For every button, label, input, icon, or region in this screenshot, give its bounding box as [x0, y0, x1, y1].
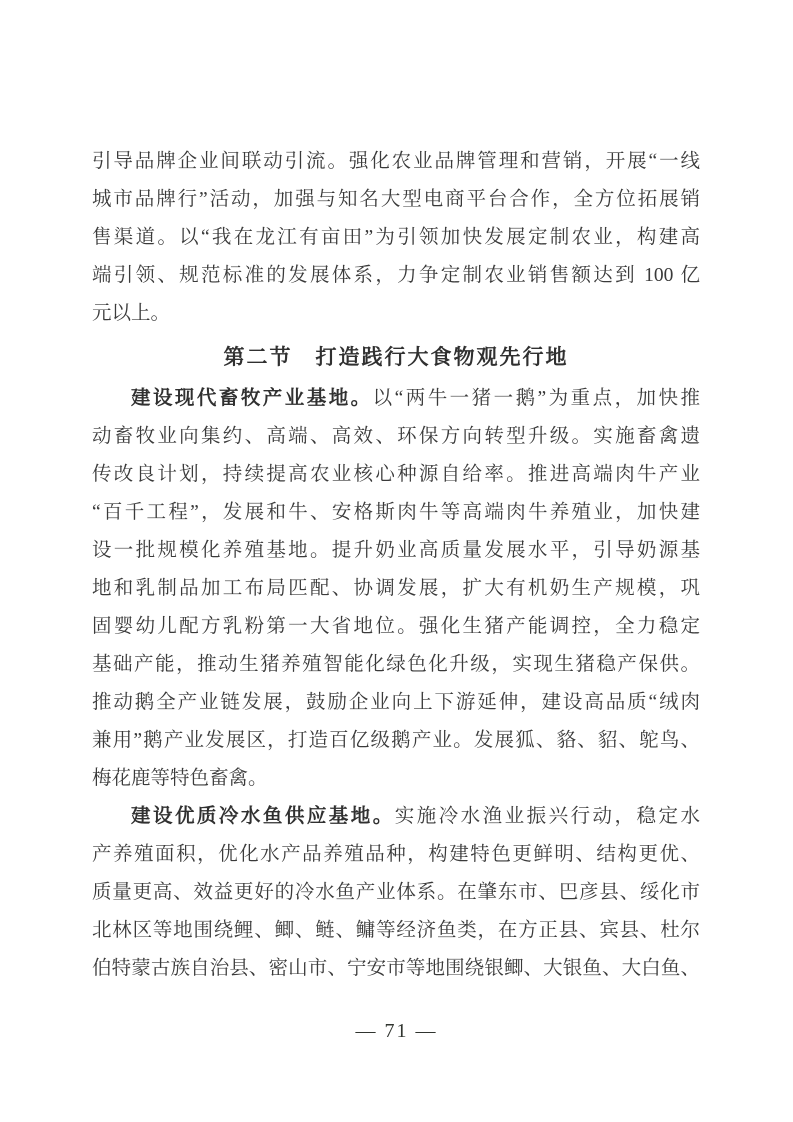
text-line: 设一批规模化养殖基地。提升奶业高质量发展水平，引导奶源基: [92, 540, 700, 561]
text-line: 兼用”鹅产业发展区，打造百亿级鹅产业。发展狐、貉、貂、鸵鸟、: [92, 730, 700, 751]
text-line: 地和乳制品加工布局匹配、协调发展，扩大有机奶生产规模，巩: [92, 578, 700, 599]
text-line: 建设优质冷水鱼供应基地。实施冷水渔业振兴行动，稳定水: [131, 806, 700, 827]
document-body: [92, 143, 700, 988]
text-line: 质量更高、效益更好的冷水鱼产业体系。在肇东市、巴彦县、绥化市: [92, 882, 700, 903]
bold-lead: 建设现代畜牧产业基地。: [131, 388, 373, 409]
text-line: 城市品牌行”活动，加强与知名大型电商平台合作，全方位拓展销: [92, 189, 700, 210]
text-line: 固婴幼儿配方乳粉第一大省地位。强化生猪产能调控，全力稳定: [92, 616, 700, 637]
text-line: 北林区等地围绕鲤、鲫、鲢、鳙等经济鱼类，在方正县、宾县、杜尔: [92, 920, 700, 941]
text-line: 端引领、规范标准的发展体系，力争定制农业销售额达到 100 亿: [92, 265, 700, 286]
text-line: 产养殖面积，优化水产品养殖品种，构建特色更鲜明、结构更优、: [92, 844, 700, 865]
text-line: “百千工程”，发展和牛、安格斯肉牛等高端肉牛养殖业，加快建: [92, 502, 700, 523]
text-line: 售渠道。以“我在龙江有亩田”为引领加快发展定制农业，构建高: [92, 227, 700, 248]
bold-lead: 建设优质冷水鱼供应基地。: [131, 806, 395, 827]
text-line: 引导品牌企业间联动引流。强化农业品牌管理和营销，开展“一线: [92, 151, 700, 172]
text-line: 传改良计划，持续提高农业核心种源自给率。推进高端肉牛产业: [92, 464, 700, 485]
text-line: 梅花鹿等特色畜禽。: [92, 768, 268, 789]
section-heading: 第二节 打造践行大食物观先行地: [223, 345, 569, 369]
page-number: — 71 —: [355, 1020, 438, 1042]
text-line: 元以上。: [92, 303, 171, 324]
text-line: 伯特蒙古族自治县、密山市、宁安市等地围绕银鲫、大银鱼、大白鱼、: [92, 958, 700, 979]
text-line: 基础产能，推动生猪养殖智能化绿色化升级，实现生猪稳产保供。: [92, 654, 700, 675]
text-line: 推动鹅全产业链发展，鼓励企业向上下游延伸，建设高品质“绒肉: [92, 692, 700, 713]
text-line: 动畜牧业向集约、高端、高效、环保方向转型升级。实施畜禽遗: [92, 426, 700, 447]
text-line: 建设现代畜牧产业基地。以“两牛一猪一鹅”为重点，加快推: [131, 388, 700, 409]
